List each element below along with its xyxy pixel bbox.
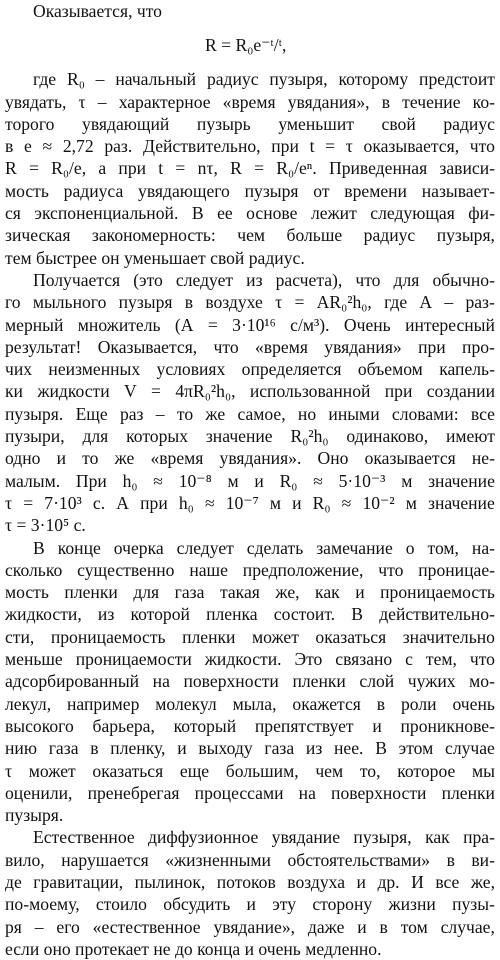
paragraph-3: [5, 537, 495, 827]
text-line: чих неизменных условиях определяется объемом капель-: [5, 359, 495, 380]
paragraph-4: [5, 826, 495, 960]
text-line: оценили, пренебрегая процессами на поверхности пленки: [5, 782, 495, 803]
text-line: адсорбированный на поверхности пленки слой чужих мо-: [5, 671, 495, 692]
text-line: увядать, τ – характерное «время увядания», в течение ко-: [5, 91, 495, 112]
text-line: сти, проницаемость пленки может оказаться значительно: [5, 626, 495, 647]
text-line: Естественное диффузионное увядание пузыря, как пра-: [33, 827, 495, 848]
text-line: ки жидкости V = 4πR₀²h₀, использованной при создании: [5, 381, 495, 402]
text-line: пузыря.: [5, 805, 64, 826]
text-line: где R₀ – начальный радиус пузыря, которому предстоит: [33, 69, 495, 90]
text-line: ря – его «естественное увядание», даже и в том случае,: [5, 916, 495, 937]
text-line: торого увядающий пузырь уменьшит свой радиус: [5, 113, 495, 134]
text-line: мерный множитель (A = 3·10¹⁶ с/м³). Очень интересный: [5, 314, 495, 335]
intro-text: Оказывается, что: [33, 1, 162, 21]
text-line: по-моему, стоило обсудить и эту сторону жизни пузы-: [5, 894, 495, 915]
text-line: В конце очерка следует сделать замечание о том, на-: [33, 537, 495, 558]
paragraph-2: [5, 269, 495, 537]
text-line: мость пленки для газа такая же, как и проницаемость: [5, 582, 495, 603]
text-line: жидкости, из которой пленка состоит. В действительно-: [5, 604, 495, 625]
text-line: го мыльного пузыря в воздухе τ = AR₀²h₀, где A – раз-: [5, 292, 495, 313]
text-line: τ может оказаться еще большим, чем то, которое мы: [5, 760, 495, 781]
text-line: зическая закономерность: чем больше радиус пузыря,: [5, 225, 495, 246]
text-line: τ = 7·10³ с. А при h₀ ≈ 10⁻⁷ м и R₀ ≈ 10⁻² м значение: [5, 492, 495, 513]
text-line: если оно протекает не до конца и очень медленно.: [5, 938, 382, 959]
text-line: пузыря. Еще раз – то же самое, но иными словами: все: [5, 403, 495, 424]
paragraph-1: [5, 68, 495, 269]
text-line: сколько существенно наше предположение, что проницае-: [5, 559, 495, 580]
text-line: Получается (это следует из расчета), что для обычно-: [33, 269, 495, 290]
text-line: меньше проницаемости жидкости. Это связано с тем, что: [5, 649, 495, 670]
text-line: нию газа в пленку, и выходу газа из нее. В этом случае: [5, 738, 495, 759]
text-line: высокого барьера, который препятствует и проникнове-: [5, 715, 495, 736]
text-line: R = R₀/e, а при t = nτ, R = R₀/eⁿ. Приведенная зависи-: [5, 158, 495, 179]
text-line: малым. При h₀ ≈ 10⁻⁸ м и R₀ ≈ 5·10⁻³ м значение: [5, 470, 495, 491]
text-line: мость радиуса увядающего пузыря от времени называет-: [5, 180, 495, 201]
text-line: ся экспоненциальной. В ее основе лежит следующая фи-: [5, 203, 495, 224]
text-line: в e ≈ 2,72 раз. Действительно, при t = τ оказывается, что: [5, 136, 495, 157]
formula-text: R = R₀e⁻ᵗ/ᵗ,: [205, 35, 287, 56]
formula: [5, 22, 495, 68]
text-line: де гравитации, пылинок, потоков воздуха и др. И все же,: [5, 871, 495, 892]
text-line: тем быстрее он уменьшает свой радиус.: [5, 247, 305, 268]
text-line: одно и то же «время увядания». Оно оказывается не-: [5, 448, 495, 469]
document-page: [5, 0, 495, 960]
text-line: τ = 3·10⁵ с.: [5, 515, 86, 536]
text-line: результат! Оказывается, что «время увядания» при про-: [5, 336, 495, 357]
text-line: лекул, например молекул мыла, окажется в роли очень: [5, 693, 495, 714]
text-line: пузыри, для которых значение R₀²h₀ одинаково, имеют: [5, 426, 495, 447]
intro-line: [5, 0, 495, 22]
text-line: вило, нарушается «жизненными обстоятельствами» в ви-: [5, 849, 495, 870]
